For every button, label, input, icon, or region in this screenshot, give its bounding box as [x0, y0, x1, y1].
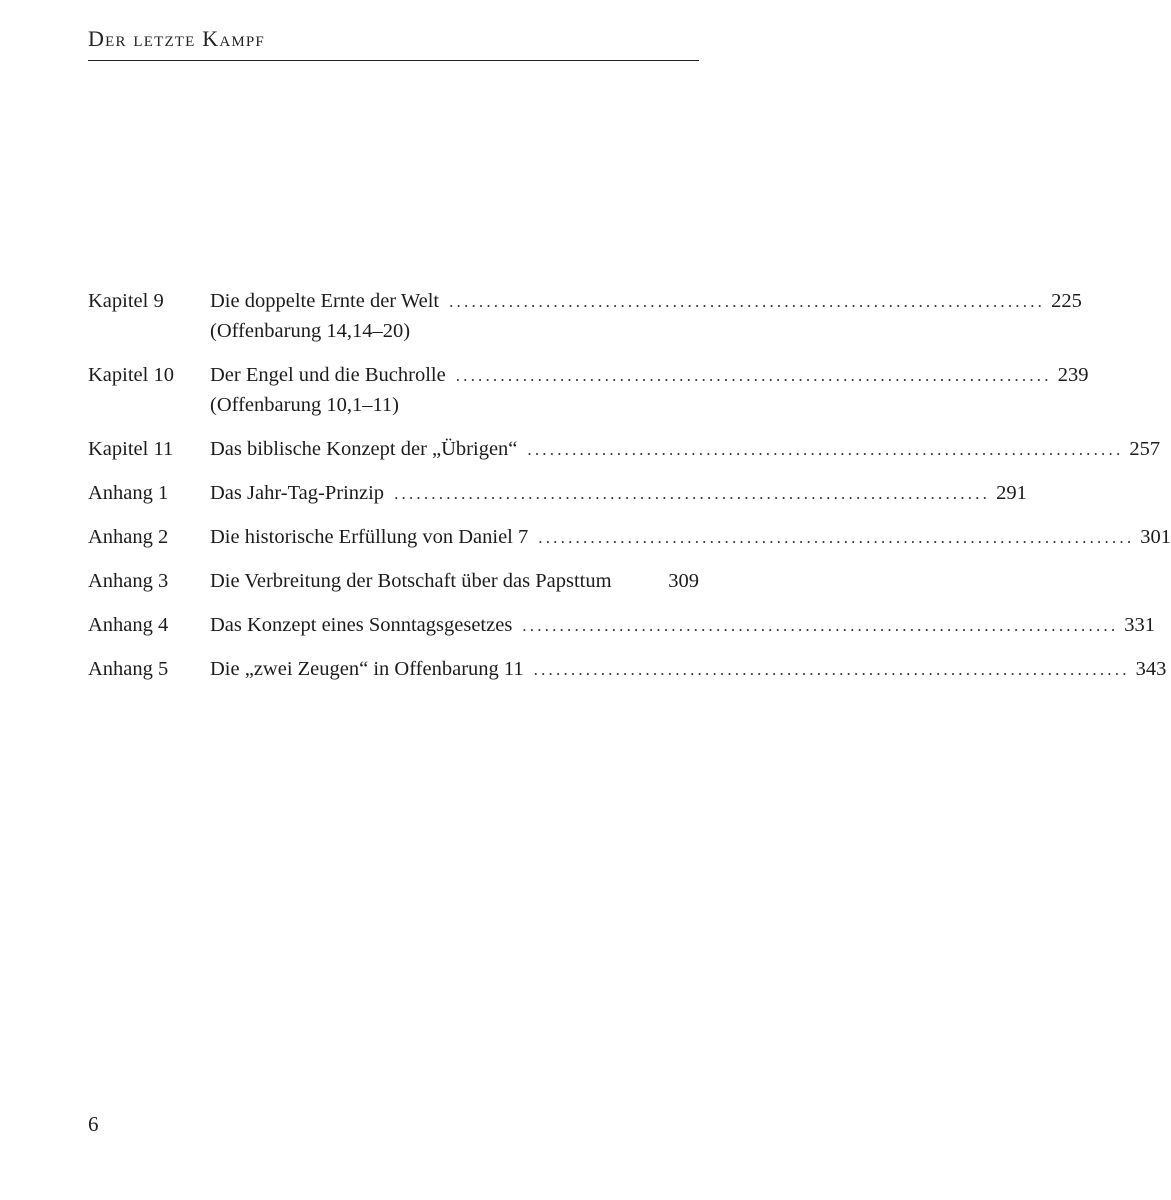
toc-entry-subtitle: (Offenbarung 14,14–20): [210, 320, 411, 342]
toc-entry-page: 257: [1129, 438, 1161, 460]
dot-leader: ................................................................................: [449, 292, 1046, 311]
toc-entry[interactable]: [88, 522, 1171, 552]
toc-entry[interactable]: [88, 654, 1167, 684]
toc-entry[interactable]: [88, 434, 1161, 464]
table-of-contents: [88, 286, 1171, 698]
toc-entry[interactable]: [88, 610, 1156, 640]
toc-entry[interactable]: [88, 478, 1027, 508]
toc-entry-label: Anhang 2: [88, 526, 169, 548]
toc-entry-label: Anhang 4: [88, 614, 169, 636]
toc-entry-label: Anhang 5: [88, 658, 169, 680]
toc-entry-label: Kapitel 10: [88, 364, 174, 386]
header-rule: [88, 60, 699, 61]
toc-entry-title: Der Engel und die Buchrolle: [210, 364, 446, 386]
toc-entry-label: Kapitel 9: [88, 290, 164, 312]
toc-entry-page: 331: [1124, 614, 1156, 636]
toc-entry-title: Die historische Erfüllung von Daniel 7: [210, 526, 529, 548]
page-number: 6: [88, 1112, 99, 1136]
toc-entry-label: Anhang 3: [88, 570, 169, 592]
toc-entry-title: Das Jahr-Tag-Prinzip: [210, 482, 385, 504]
toc-entry-page: 225: [1051, 290, 1082, 312]
toc-entry-page: 343: [1135, 658, 1167, 680]
dot-leader: ................................................................................: [455, 366, 1052, 385]
running-head: Der letzte Kampf: [88, 26, 265, 51]
toc-entry-title: Das biblische Konzept der „Übrigen“: [210, 438, 518, 460]
toc-entry-page: 239: [1057, 364, 1089, 386]
dot-leader: ................................................................................: [394, 484, 991, 503]
toc-entry-label: Anhang 1: [88, 482, 169, 504]
toc-entry-page: 301: [1140, 526, 1171, 548]
toc-entry-title: Die Verbreitung der Botschaft über das Papsttum: [210, 570, 612, 592]
toc-entry-page: 309: [668, 570, 699, 592]
dot-leader: ................................................................................: [527, 440, 1124, 459]
toc-entry-title: Die doppelte Ernte der Welt: [210, 290, 440, 312]
toc-entry-page: 291: [996, 482, 1027, 504]
toc-entry[interactable]: [88, 360, 1089, 420]
toc-entry[interactable]: [88, 566, 699, 596]
toc-entry-title: Das Konzept eines Sonntagsgesetzes: [210, 614, 513, 636]
toc-entry-subtitle: (Offenbarung 10,1–11): [210, 394, 400, 416]
dot-leader: ................................................................................: [533, 660, 1130, 679]
dot-leader: ................................................................................: [538, 528, 1135, 547]
toc-entry-label: Kapitel 11: [88, 438, 174, 460]
dot-leader: ................................................................................: [522, 616, 1119, 635]
toc-entry-title: Die „zwei Zeugen“ in Offenbarung 11: [210, 658, 524, 680]
toc-entry[interactable]: [88, 286, 1082, 346]
